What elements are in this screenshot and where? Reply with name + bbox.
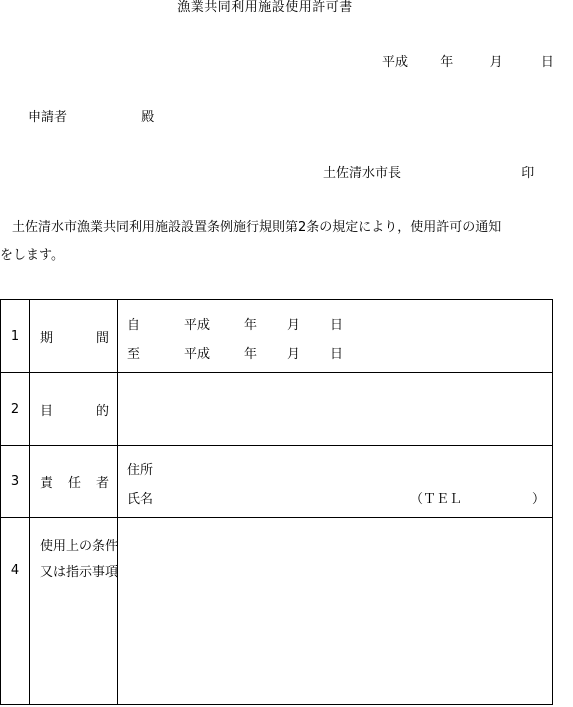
conditions-label: 使用上の条件又は指示事項 xyxy=(40,539,119,580)
issuer-seal: 印 xyxy=(521,166,535,181)
responsible-label: 責 任 者 xyxy=(30,446,118,518)
table-row-conditions xyxy=(1,518,553,705)
date-month: 月 xyxy=(489,55,503,70)
purpose-label: 目 的 xyxy=(30,373,118,446)
document-title: 漁業共同利用施設使用許可書 xyxy=(177,0,353,15)
body-text-line1: 土佐清水市漁業共同利用施設設置条例施行規則第2条の規定により，使用許可の通知 xyxy=(12,220,502,235)
period-from: 自 平成 年 月 日 xyxy=(127,318,344,333)
conditions-label-cell xyxy=(30,518,118,705)
row-number: 3 xyxy=(1,446,30,518)
purpose-content xyxy=(118,373,553,446)
issuer-title: 土佐清水市長 xyxy=(323,166,402,181)
table-row-purpose xyxy=(1,373,553,446)
conditions-content xyxy=(118,518,553,705)
issuer-line xyxy=(323,166,534,182)
body-text-line2: をします。 xyxy=(0,248,64,263)
row-number: 1 xyxy=(1,300,30,373)
period-content xyxy=(118,300,553,373)
applicant-honorific: 殿 xyxy=(141,110,155,125)
date-year: 年 xyxy=(440,55,454,70)
table-row-period xyxy=(1,300,553,373)
responsible-content xyxy=(118,446,553,518)
row-number: 2 xyxy=(1,373,30,446)
applicant-label: 申請者 xyxy=(28,110,68,125)
tel-close: ） xyxy=(532,492,546,507)
tel-open: （ＴＥＬ xyxy=(410,492,463,507)
row-number: 4 xyxy=(1,518,30,705)
address-label: 住所 xyxy=(127,463,154,478)
date-line xyxy=(382,55,554,71)
date-day: 日 xyxy=(540,55,554,70)
period-label: 期 間 xyxy=(30,300,118,373)
name-label: 氏名 xyxy=(127,492,154,507)
table-row-responsible xyxy=(1,446,553,518)
period-to: 至 平成 年 月 日 xyxy=(127,347,344,362)
date-era: 平成 xyxy=(382,55,409,70)
applicant-line xyxy=(28,110,154,126)
permit-table xyxy=(0,299,553,705)
